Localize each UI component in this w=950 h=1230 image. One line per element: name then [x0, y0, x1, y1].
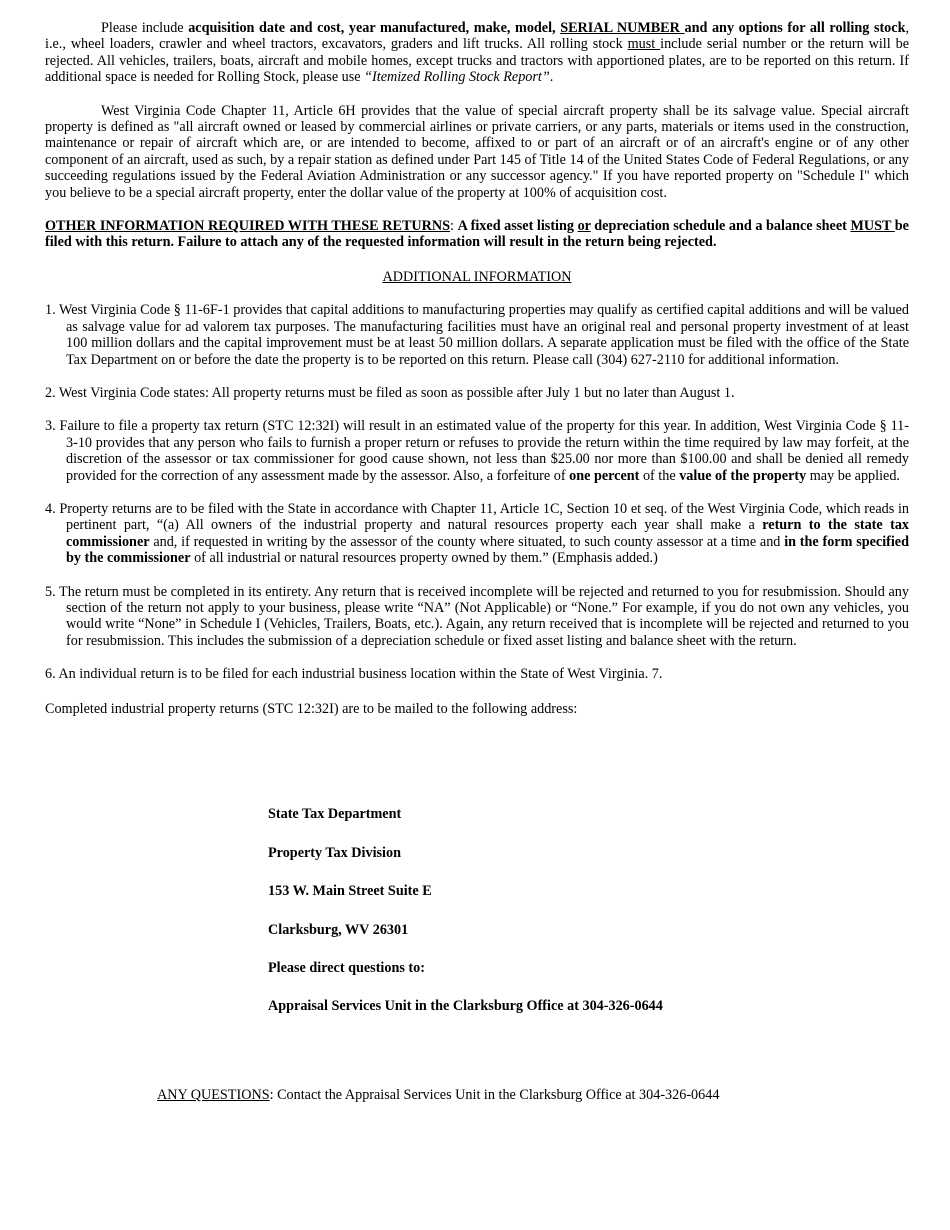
one-percent-emphasis: one percent	[569, 467, 640, 484]
must-emphasis: must	[627, 36, 661, 53]
item-text: 3. Failure to file a property tax return (STC 12:32I) will result in an estimated value of the property for this year. In addition, West Virginia Code § 11-3-10 provides that any person who fails to furnish a proper return or refuses to provide the return within the time required by law may forfeit, at the discretion of the assessor or tax commissioner for good cause shown, not less than $25.00 nor more than $100.00 and shall be denied all remedy provided for the correction of any assessment made by the assessor. Also, a forfeiture of	[45, 418, 909, 484]
value-of-property-emphasis: value of the property	[679, 467, 807, 484]
list-item: 2. West Virginia Code states: All property returns must be filed as soon as possible after July 1 but no later than August 1.	[45, 384, 735, 401]
item-text: and, if requested in writing by the assessor of the county where situated, to such county assessor at a time and	[149, 533, 785, 550]
rejection-warning: be filed with this return. Failure to attach any of the requested information will result in the return being rejected.	[45, 218, 909, 251]
period: .	[549, 69, 554, 86]
colon: :	[450, 218, 458, 235]
item-text: of all industrial or natural resources property owned by them.” (Emphasis added.)	[190, 550, 658, 567]
list-item: 6. An individual return is to be filed for each industrial business location within the State of West Virginia. 7.	[45, 666, 663, 683]
list-item: 5. The return must be completed in its entirety. Any return that is received incomplete will be rejected and returned to you for resubmission. Should any section of the return not apply to your business, please write “NA” (Not Applicable) or “None.” For example, if you do not own any vehicles, you would write “None” in Schedule I (Vehicles, Trailers, Boats, etc.). Again, any return received that is incomplete will be rejected and returned to you for resubmission. This includes the submission of a depreciation schedule or fixed asset listing and balance sheet with the return.	[45, 583, 909, 649]
item-text: of the	[639, 467, 680, 484]
item-text: 4. Property returns are to be filed with the State in accordance with Chapter 11, Article 1C, Section 10 et seq. of the West Virginia Code, which reads in pertinent part, “(a) All owners of the industrial property and natural resources property each year shall make a	[45, 500, 909, 534]
footer-questions	[157, 1087, 719, 1103]
rolling-stock-examples: , i.e., wheel loaders, crawler and wheel tractors, excavators, graders and lift trucks. All rolling stock	[45, 20, 910, 53]
other-information-paragraph	[45, 218, 909, 251]
itemized-report-title: “Itemized Rolling Stock Report”	[364, 69, 550, 86]
list-item: 1. West Virginia Code § 11-6F-1 provides that capital additions to manufacturing properties may qualify as certified capital additions and will be valued as salvage value for ad valorem tax purposes. The manufacturing facilities must have an original real and personal property investment of at least 100 million dollars and the capital improvement must be at least 50 million dollars. A separate application must be filed with the office of the State Tax Department on or before the date the property is to be reported on this return. Please call (304) 627-2110 for additional information.	[45, 302, 909, 368]
fixed-asset-text: A fixed asset listing	[457, 218, 578, 235]
rolling-stock-required-fields: acquisition date and cost, year manufactured, make, model,	[188, 20, 561, 36]
list-item	[45, 501, 909, 567]
or-emphasis: or	[577, 218, 591, 235]
return-to-commissioner-emphasis: return to the state tax commissioner	[66, 517, 910, 550]
list-item	[45, 418, 909, 484]
aircraft-paragraph: West Virginia Code Chapter 11, Article 6H provides that the value of special aircraft property shall be its salvage value. Special aircraft property is defined as "all aircraft owned or leased by commercial airlines or private carriers, or any parts, materials or items used in the construction, maintenance or repair of aircraft which are, or are intended to become, affixed to or part of an aircraft or of an aircraft's engine or of any other component of an aircraft, used as such, by a repair station as defined under Part 145 of Title 14 of the United States Code of Federal Regulations, or any succeeding regulations issued by the Federal Aviation Administration or any successor agency." If you have reported property on "Schedule I" which you believe to be a special aircraft property, enter the dollar value of the property at 100% of acquisition cost.	[45, 102, 909, 201]
item-text: may be applied.	[806, 467, 900, 484]
address-city: Clarksburg, WV 26301	[268, 922, 409, 938]
must-caps-emphasis: MUST	[850, 218, 895, 235]
additional-information-heading: ADDITIONAL INFORMATION	[382, 268, 572, 285]
serial-number-emphasis: SERIAL NUMBER	[560, 20, 685, 36]
address-street: 153 W. Main Street Suite E	[268, 883, 432, 899]
rolling-stock-options: and any options for all rolling stock	[684, 20, 906, 36]
appraisal-contact: Appraisal Services Unit in the Clarksburg Office at 304-326-0644	[268, 998, 663, 1014]
rolling-stock-text: Please include	[101, 20, 189, 36]
document-body	[45, 20, 909, 717]
questions-label: Please direct questions to:	[268, 960, 425, 976]
address-agency: State Tax Department	[268, 806, 402, 822]
mailing-instructions: Completed industrial property returns (STC 12:32I) are to be mailed to the following address:	[45, 700, 578, 717]
rolling-stock-rules: include serial number or the return will be rejected. All vehicles, trailers, boats, aircraft and mobile homes, except trucks and tractors with apportioned plates, are to be reported on this return. If additional space is needed for Rolling Stock, please use	[45, 36, 909, 86]
rolling-stock-paragraph	[45, 20, 909, 86]
footer-contact-text: : Contact the Appraisal Services Unit in the Clarksburg Office at 304-326-0644	[269, 1087, 720, 1103]
form-specified-emphasis: in the form specified by the commissioner	[66, 533, 909, 567]
depreciation-text: depreciation schedule and a balance sheet	[590, 218, 851, 235]
any-questions-label: ANY QUESTIONS	[157, 1087, 270, 1103]
address-division: Property Tax Division	[268, 845, 401, 861]
other-information-heading: OTHER INFORMATION REQUIRED WITH THESE RETURNS	[45, 218, 451, 235]
